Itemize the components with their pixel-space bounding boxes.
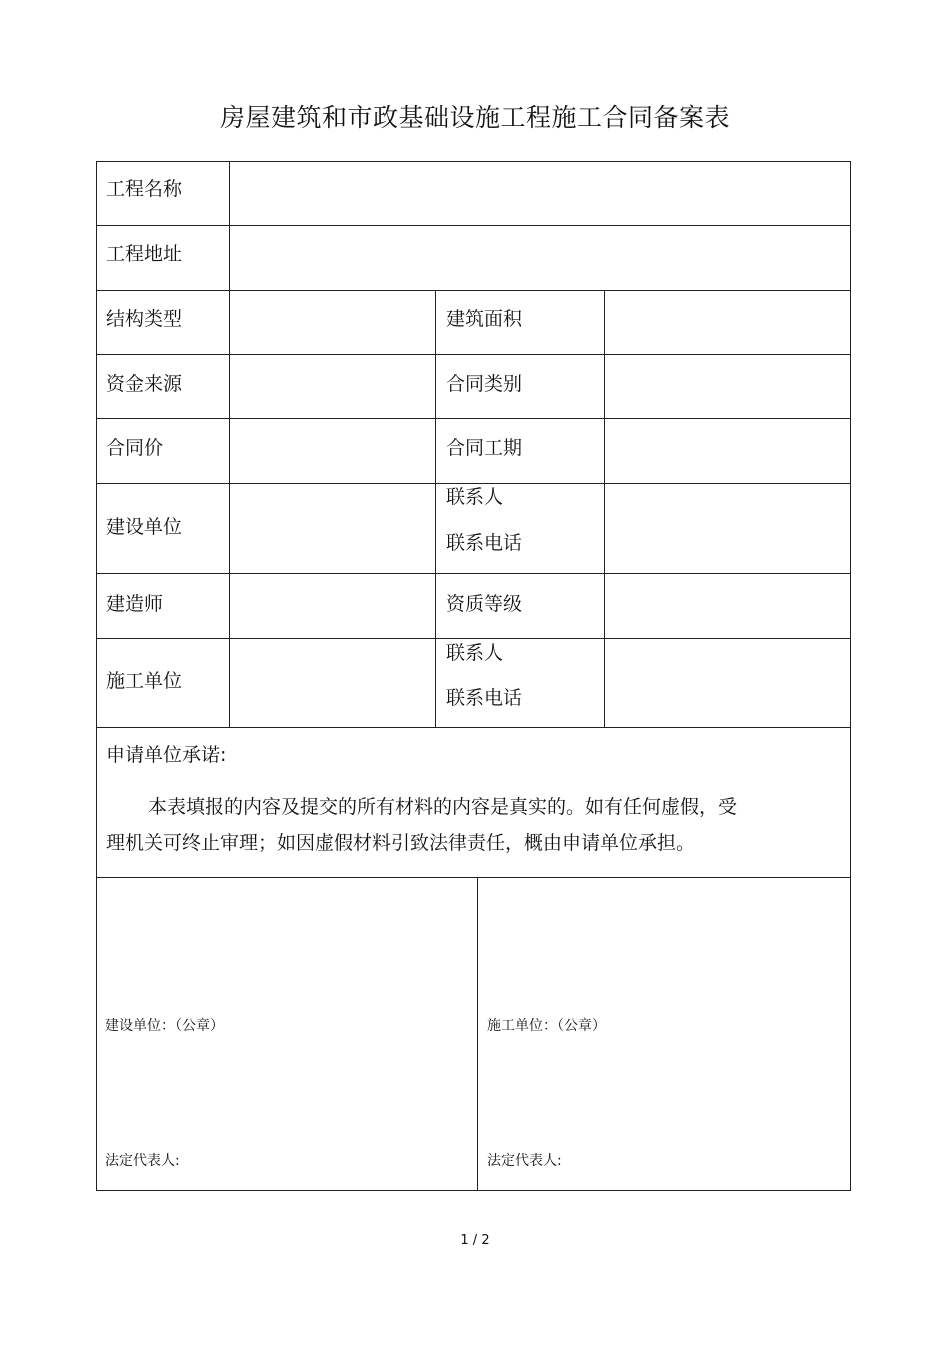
row-divider [96, 483, 851, 484]
row-divider [96, 354, 851, 355]
page-title: 房屋建筑和市政基础设施工程施工合同备案表 [219, 103, 730, 132]
label-constructor: 建造师 [106, 593, 164, 615]
row-divider [96, 727, 851, 728]
commitment-text-line: 理机关可终止审理；如因虚假材料引致法律责任，概由申请单位承担。 [106, 832, 696, 854]
builder-unit-seal-label: 施工单位：（公章） [487, 1018, 606, 1034]
row-divider [96, 638, 851, 639]
row-divider [96, 573, 851, 574]
label-building-area: 建筑面积 [446, 308, 523, 330]
label-contract-period: 合同工期 [446, 437, 523, 459]
label-contract-category: 合同类别 [446, 373, 523, 395]
row-divider [96, 418, 851, 419]
col-divider [604, 290, 605, 727]
label-builder-unit: 施工单位 [106, 670, 183, 692]
label-qualification-level: 资质等级 [446, 593, 523, 615]
label-construction-unit: 建设单位 [106, 516, 183, 538]
col-divider [477, 877, 478, 1191]
label-contact-phone: 联系电话 [446, 687, 523, 709]
legal-representative-label: 法定代表人: [487, 1153, 562, 1169]
label-structure-type: 结构类型 [106, 308, 183, 330]
legal-representative-label: 法定代表人: [105, 1153, 180, 1169]
label-project-address: 工程地址 [106, 243, 183, 265]
construction-unit-seal-label: 建设单位：（公章） [105, 1018, 224, 1034]
row-divider [96, 290, 851, 291]
commitment-text-line: 本表填报的内容及提交的所有材料的内容是真实的。如有任何虚假，受 [148, 796, 738, 818]
col-divider [229, 161, 230, 727]
label-contact-phone: 联系电话 [446, 532, 523, 554]
label-contact-person: 联系人 [446, 642, 504, 664]
label-fund-source: 资金来源 [106, 373, 183, 395]
row-divider [96, 225, 851, 226]
col-divider [435, 290, 436, 727]
page-number: 1 / 2 [460, 1233, 490, 1248]
label-contact-person: 联系人 [446, 486, 504, 508]
row-divider [96, 877, 851, 878]
commitment-heading: 申请单位承诺: [106, 744, 227, 766]
label-project-name: 工程名称 [106, 178, 183, 200]
label-contract-price: 合同价 [106, 437, 164, 459]
